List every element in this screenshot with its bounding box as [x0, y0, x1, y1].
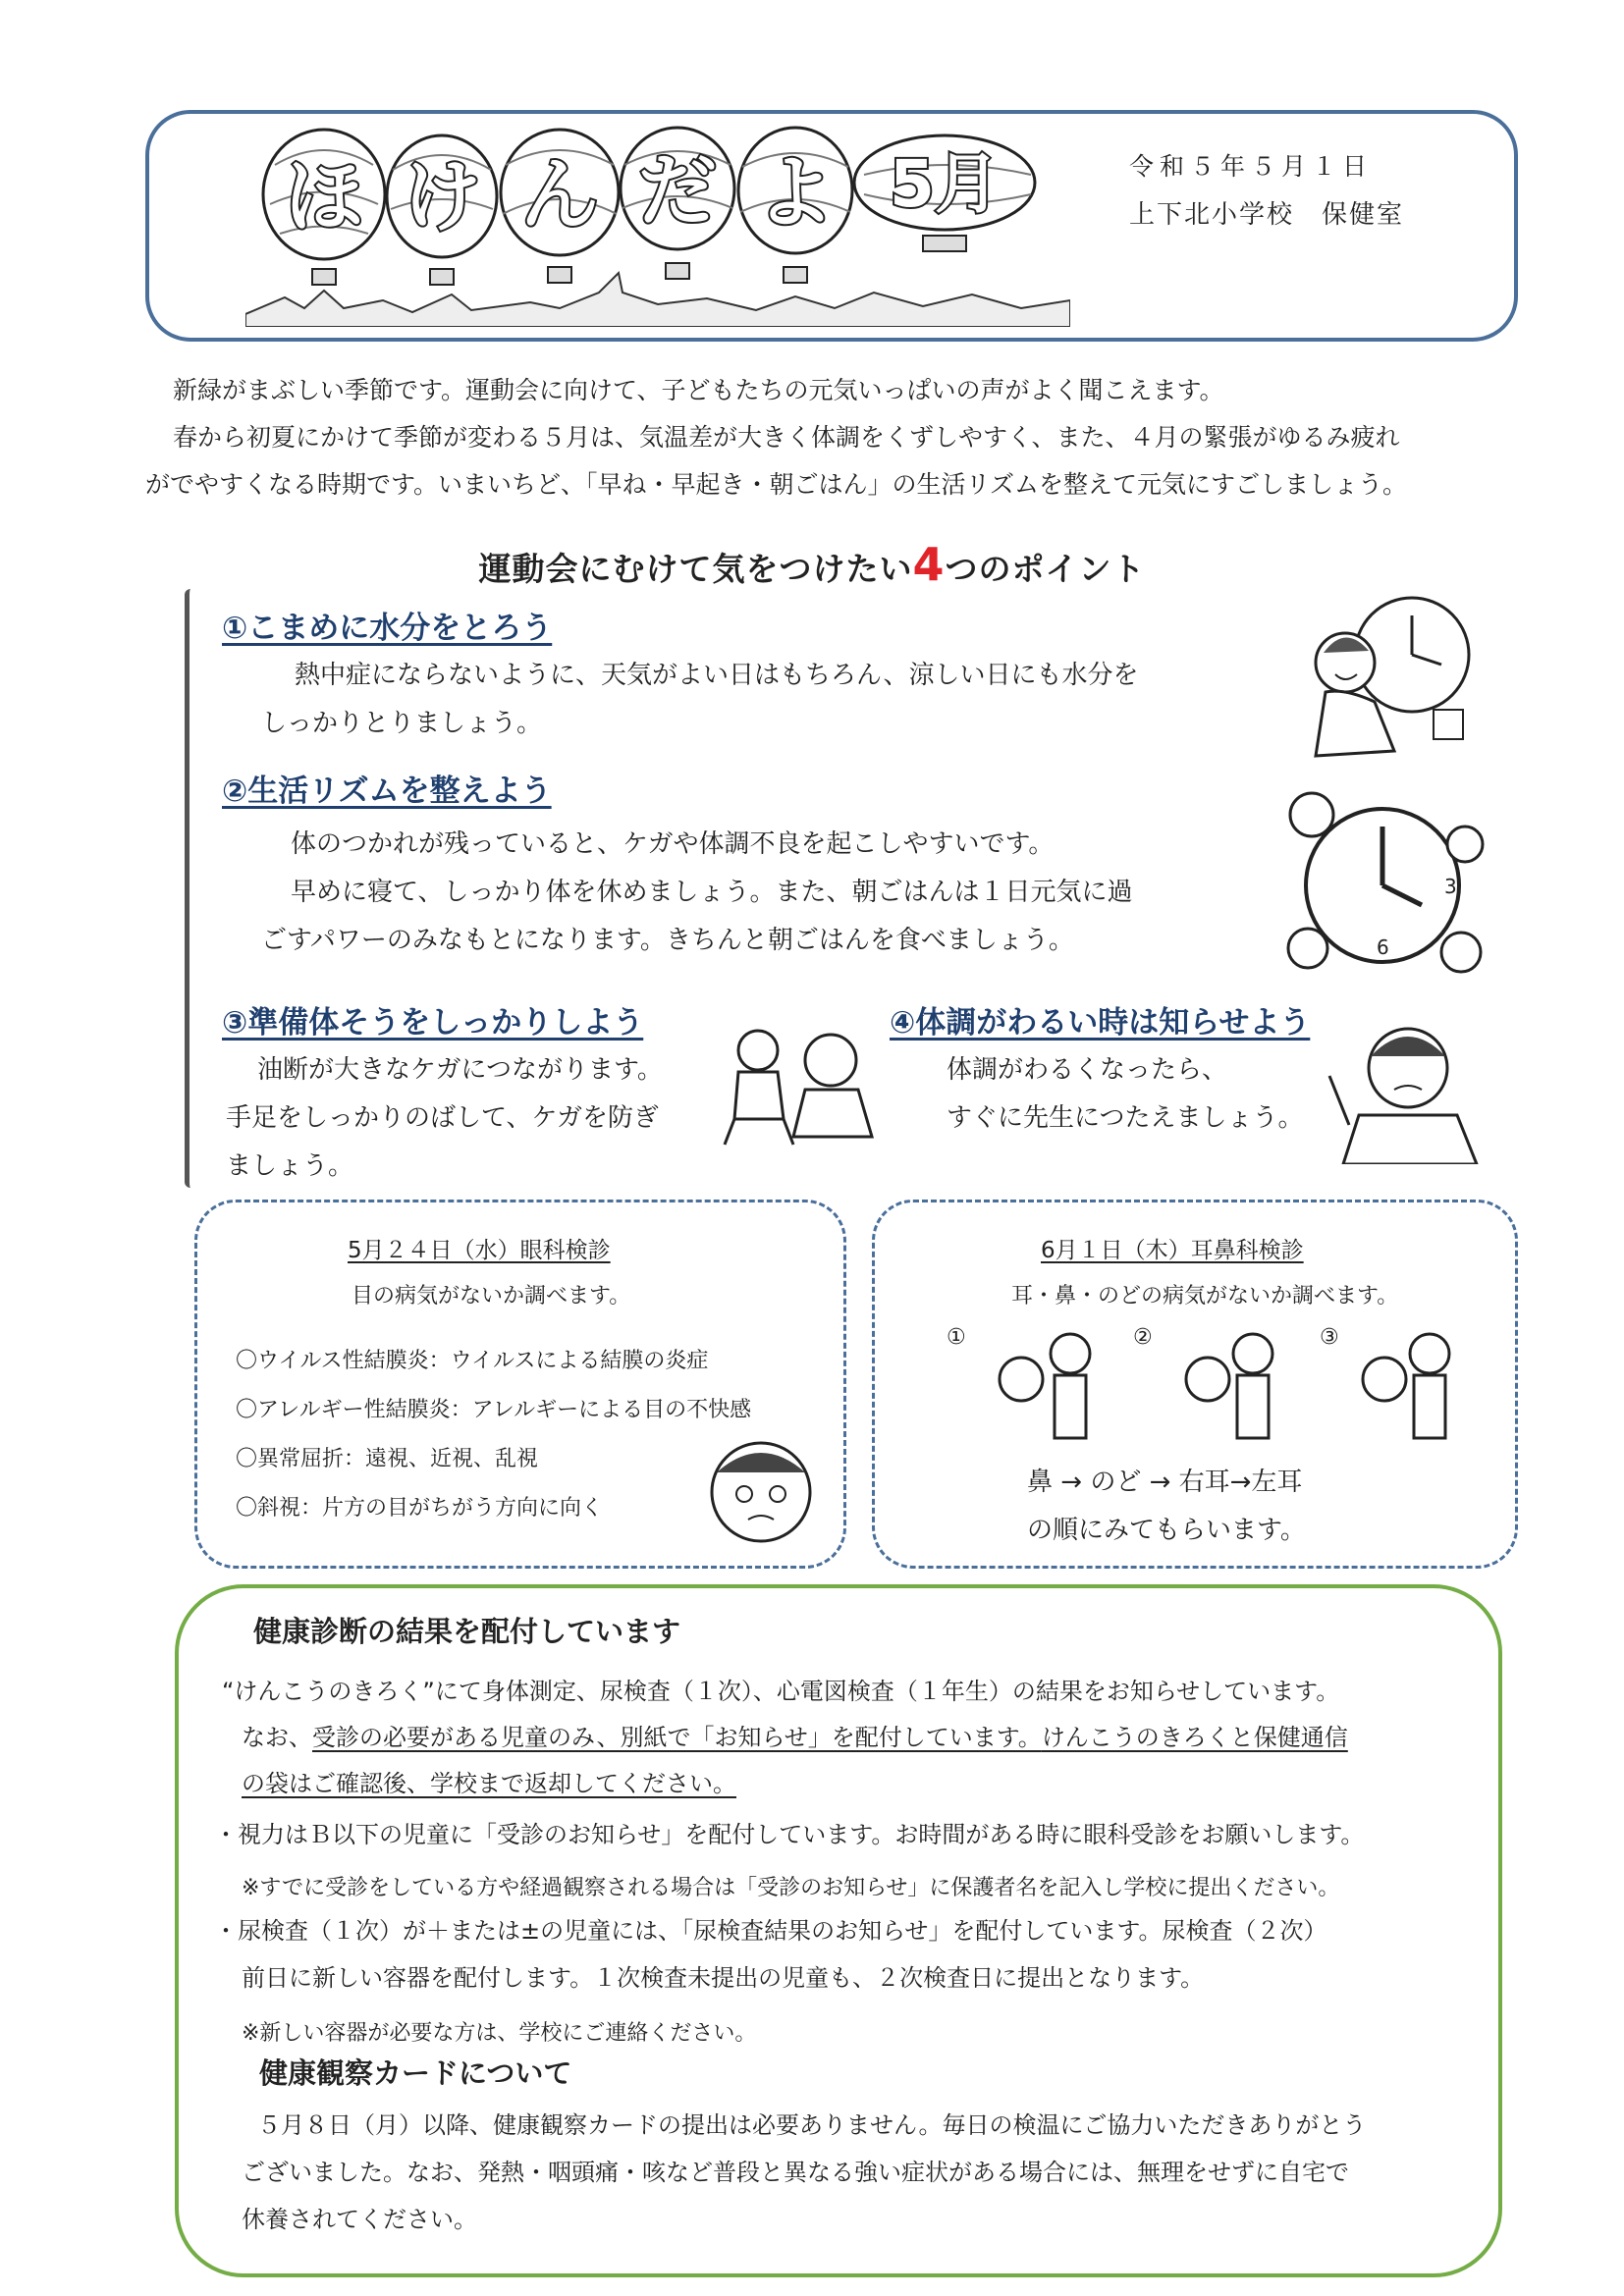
- results-text: [242, 1715, 1348, 1761]
- title-balloon-illustration: [245, 126, 1070, 327]
- clock-children-illustration: [1272, 785, 1489, 982]
- step-label: ③: [1320, 1325, 1339, 1350]
- ent-exam-heading: 6月１日（木）耳鼻科検診: [1041, 1238, 1304, 1263]
- eye-exam-item: 〇アレルギー性結膜炎：アレルギーによる目の不快感: [236, 1398, 752, 1422]
- point-2-text: ごすパワーのみなもとになります。きちんと朝ごはんを食べましょう。: [261, 926, 1074, 955]
- title-char: ほ: [285, 151, 363, 242]
- school-name: 上下北小学校 保健室: [1129, 200, 1405, 230]
- point-1-text: しっかりとりましょう。: [261, 709, 543, 738]
- point-4-text: すぐに先生につたえましょう。: [947, 1103, 1304, 1133]
- card-text: 休養されてください。: [242, 2206, 477, 2233]
- svg-text:6: 6: [1377, 935, 1389, 959]
- point-2-text: 早めに寝て、しっかり体を休めましょう。また、朝ごはんは１日元気に過: [291, 878, 1133, 907]
- results-text: “けんこうのきろく”にて身体測定、尿検査（１次）、心電図検査（１年生）の結果をお知らせしています。: [222, 1678, 1340, 1705]
- points-title-text: つのポイント: [945, 550, 1146, 588]
- ent-exam-order: の順にみてもらいます。: [1027, 1516, 1306, 1545]
- title-char: ん: [520, 149, 599, 240]
- title-char: け: [403, 151, 481, 242]
- ent-exam-subtext: 耳・鼻・のどの病気がないか調べます。: [1011, 1284, 1399, 1308]
- point-3-heading: ③準備体そうをしっかりしよう: [222, 1005, 644, 1041]
- results-bullet: ・視力はＢ以下の児童に「受診のお知らせ」を配付しています。お時間がある時に眼科受診をお願いします。: [214, 1821, 1365, 1848]
- step-label: ①: [947, 1325, 966, 1350]
- results-text-underlined: けんこうのきろくと保健通信: [1041, 1724, 1348, 1751]
- intro-line: 新緑がまぶしい季節です。運動会に向けて、子どもたちの元気いっぱいの声がよく聞こえます。: [173, 376, 1224, 404]
- intro-line: 春から初夏にかけて季節が変わる５月は、気温差が大きく体調をくずしやすく、また、４月の緊張がゆるみ疲れ: [173, 423, 1400, 452]
- point-3-text: 手足をしっかりのばして、ケガを防ぎ: [226, 1103, 659, 1133]
- results-bullet: ・尿検査（１次）が＋または±の児童には、「尿検査結果のお知らせ」を配付しています。尿検査（２次）: [214, 1917, 1327, 1945]
- ent-exam-order: 鼻 → のど → 右耳→左耳: [1027, 1468, 1303, 1497]
- results-text-underlined: 受診の必要がある児童のみ、別紙で「お知らせ」を配付しています。: [312, 1724, 1042, 1751]
- title-char: よ: [756, 147, 835, 239]
- eye-exam-subtext: 目の病気がないか調べます。: [352, 1284, 631, 1308]
- point-2-text: 体のつかれが残っていると、ケガや体調不良を起こしやすいです。: [291, 829, 1055, 859]
- intro-line: がでやすくなる時期です。いまいちど、「早ね・早起き・朝ごはん」の生活リズムを整えて元気にすごしましょう。: [145, 470, 1408, 499]
- point-4-text: 体調がわるくなったら、: [947, 1055, 1228, 1085]
- eye-exam-item: 〇異常屈折：遠視、近視、乱視: [236, 1447, 539, 1471]
- results-heading: 健康診断の結果を配付しています: [253, 1615, 681, 1648]
- itchy-eye-child-illustration: [687, 1433, 835, 1551]
- point-1-heading: ①こまめに水分をとろう: [222, 611, 553, 646]
- title-char: だ: [638, 145, 717, 237]
- stretching-children-illustration: [715, 1021, 892, 1148]
- point-3-text: 油断が大きなケガにつながります。: [257, 1055, 663, 1085]
- ent-exam-steps-illustration: [972, 1320, 1492, 1448]
- step-label: ②: [1133, 1325, 1153, 1350]
- points-divider: [185, 589, 201, 1188]
- card-heading: 健康観察カードについて: [259, 2056, 572, 2090]
- points-title-text: 運動会にむけて気をつけたい: [478, 550, 913, 588]
- eye-exam-heading: 5月２４日（水）眼科検診: [348, 1238, 611, 1263]
- results-note: ※新しい容器が必要な方は、学校にご連絡ください。: [242, 2021, 757, 2046]
- point-3-text: ましょう。: [226, 1151, 354, 1181]
- points-title-number: 4: [912, 538, 946, 591]
- point-4-heading: ④体調がわるい時は知らせよう: [890, 1005, 1311, 1041]
- svg-text:3: 3: [1444, 875, 1457, 898]
- eye-exam-item: 〇斜視：片方の目がちがう方向に向く: [236, 1496, 604, 1521]
- eye-exam-item: 〇ウイルス性結膜炎：ウイルスによる結膜の炎症: [236, 1349, 709, 1373]
- results-text-part: なお、: [242, 1724, 312, 1751]
- title-month: 5月: [890, 146, 1000, 222]
- sick-child-illustration: [1320, 1017, 1492, 1164]
- drinking-child-illustration: [1286, 594, 1483, 771]
- results-text-underlined: の袋はご確認後、学校まで返却してください。: [242, 1770, 736, 1797]
- card-text: ございました。なお、発熱・咽頭痛・咳など普段と異なる強い症状がある場合には、無理をせずに自宅で: [242, 2159, 1349, 2186]
- results-bullet-cont: 前日に新しい容器を配付します。１次検査未提出の児童も、２次検査日に提出となります。: [242, 1964, 1205, 1992]
- point-2-heading: ②生活リズムを整えよう: [222, 774, 552, 809]
- card-text: ５月８日（月）以降、健康観察カードの提出は必要ありません。毎日の検温にご協力いただきありがとう: [257, 2111, 1367, 2139]
- issue-date: 令和５年５月１日: [1129, 152, 1374, 181]
- point-1-text: 熱中症にならないように、天気がよい日はもちろん、涼しい日にも水分を: [295, 661, 1139, 690]
- points-title: [0, 538, 1624, 591]
- results-note: ※すでに受診をしている方や経過観察される場合は「受診のお知らせ」に保護者名を記入し学校に提出ください。: [242, 1876, 1340, 1900]
